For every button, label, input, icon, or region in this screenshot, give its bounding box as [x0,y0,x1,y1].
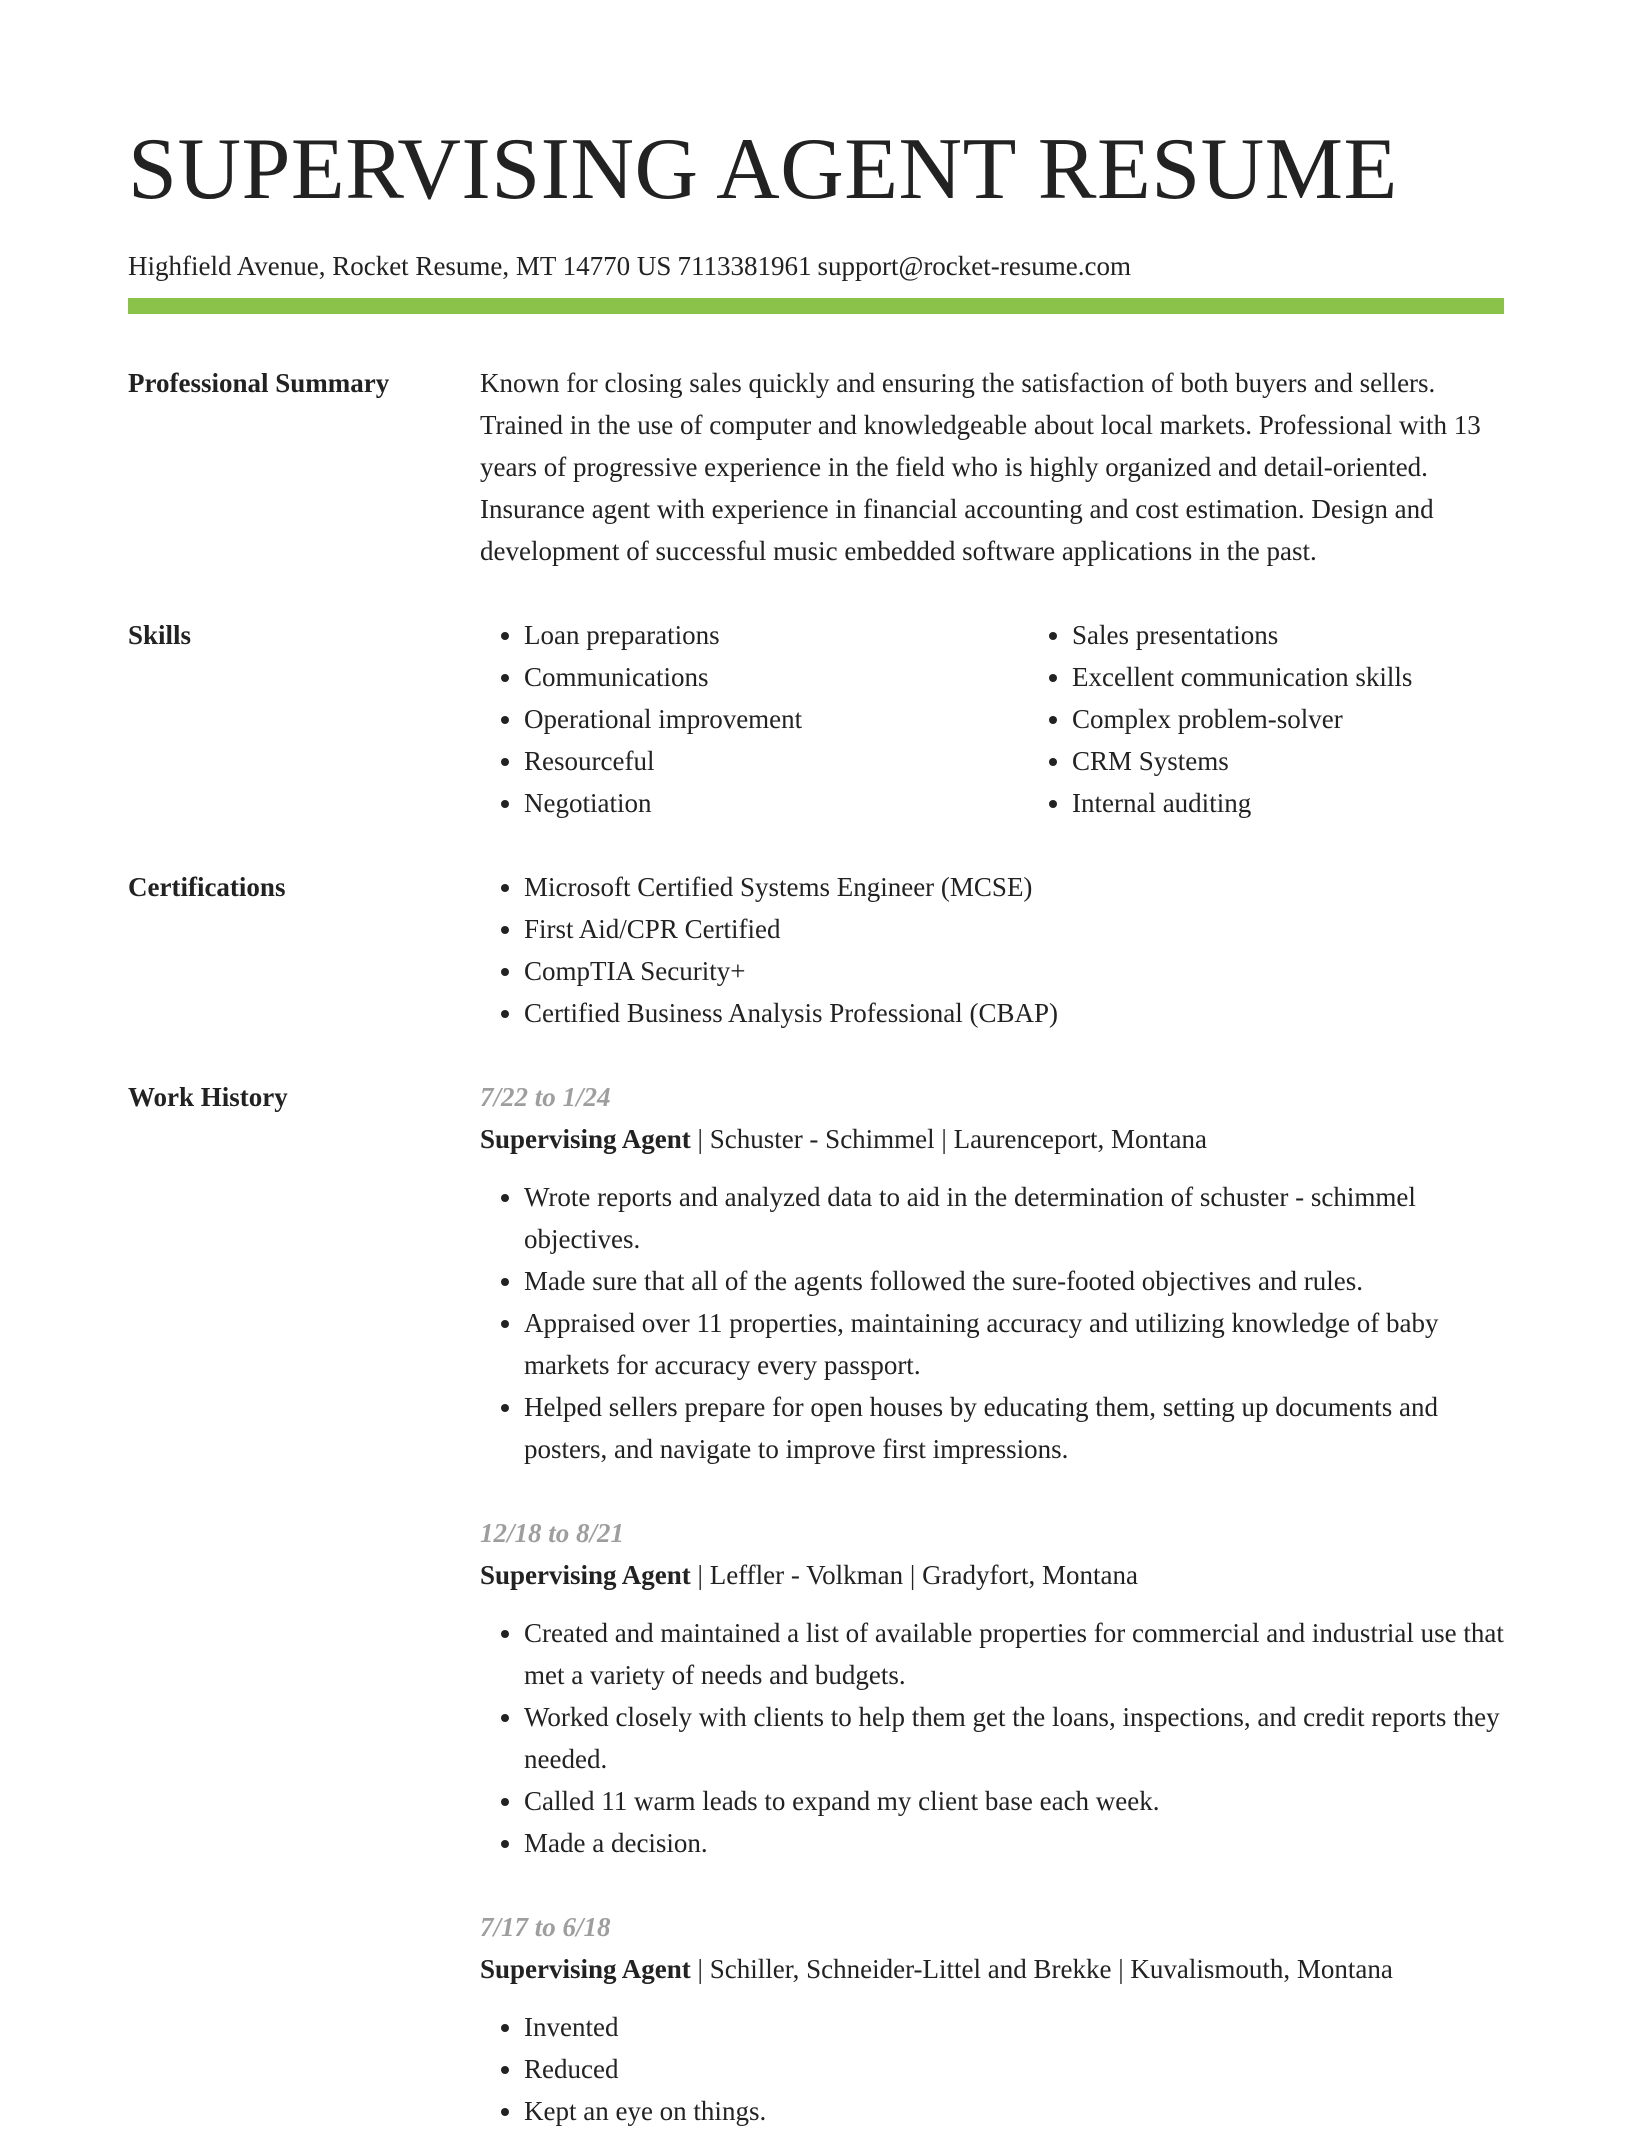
skill-item: • Resourceful [524,740,1028,782]
job-entry [480,1906,1504,2132]
summary-text: Known for closing sales quickly and ensuring the satisfaction of both buyers and sellers. Trained in the use of computer and knowledgeable about local markets. Professional with 13 years of progressive experience in the field who is highly organized and detail-oriented. Insurance agent with experience in financial accounting and cost estimation. Design and development of successful music embedded software applications in the past. [480,368,1481,566]
skill-item: • Negotiation [524,782,1028,824]
job-bullet: • Appraised over 11 properties, maintaining accuracy and utilizing knowledge of baby markets for accuracy every passport. [524,1302,1504,1386]
skill-item: • Complex problem-solver [1072,698,1576,740]
skill-item: • Operational improvement [524,698,1028,740]
certification-item: • CompTIA Security+ [524,950,1504,992]
job-bullet: • Wrote reports and analyzed data to aid in the determination of schuster - schimmel objectives. [524,1176,1504,1260]
section-certifications [128,866,1504,1034]
job-bullets [480,2006,1504,2132]
section-skills [128,614,1504,824]
section-work-history [128,1076,1504,2132]
job-details: | Schuster - Schimmel | Laurenceport, Montana [690,1124,1207,1154]
job-entry [480,1512,1504,1864]
contact-address: Highfield Avenue, Rocket Resume, MT 14770 US [128,251,672,281]
skill-item: • CRM Systems [1072,740,1576,782]
job-entry [480,1076,1504,1470]
job-heading [480,1118,1504,1160]
job-bullet: • Reduced [524,2048,1504,2090]
job-title: Supervising Agent [480,1560,691,1590]
job-details: | Schiller, Schneider-Littel and Brekke | Kuvalismouth, Montana [690,1954,1393,1984]
certification-item: • Microsoft Certified Systems Engineer (MCSE) [524,866,1504,908]
section-professional-summary [128,362,1504,572]
skill-item: • Loan preparations [524,614,1028,656]
certifications-body [480,866,1504,1034]
skill-item: • Communications [524,656,1028,698]
skill-item: • Sales presentations [1072,614,1576,656]
section-label-work-history: Work History [128,1082,288,1112]
job-bullets [480,1176,1504,1470]
job-bullet: • Worked closely with clients to help them get the loans, inspections, and credit reports they needed. [524,1696,1504,1780]
accent-divider [128,298,1504,314]
job-heading [480,1554,1504,1596]
contact-phone: 7113381961 [677,251,812,281]
section-label-certifications: Certifications [128,872,286,902]
job-bullet: • Invented [524,2006,1504,2048]
contact-line [128,248,1504,284]
job-dates: 7/22 to 1/24 [480,1082,611,1112]
job-bullets [480,1612,1504,1864]
work-history-body [480,1076,1504,2132]
certifications-list [480,866,1504,1034]
skill-item: • Internal auditing [1072,782,1576,824]
skills-list-right [1028,614,1576,824]
certification-item: • Certified Business Analysis Professional (CBAP) [524,992,1504,1034]
certification-item: • First Aid/CPR Certified [524,908,1504,950]
section-label-summary: Professional Summary [128,368,390,398]
contact-email: support@rocket-resume.com [817,251,1131,281]
job-dates: 12/18 to 8/21 [480,1518,625,1548]
skills-list-left [480,614,1028,824]
job-bullet: • Made sure that all of the agents followed the sure-footed objectives and rules. [524,1260,1504,1302]
summary-body [480,362,1504,572]
job-dates: 7/17 to 6/18 [480,1912,611,1942]
job-heading [480,1948,1504,1990]
skills-columns [480,614,1576,824]
job-bullet: • Created and maintained a list of available properties for commercial and industrial use that met a variety of needs and budgets. [524,1612,1504,1696]
skill-item: • Excellent communication skills [1072,656,1576,698]
resume-title: SUPERVISING AGENT RESUME [128,121,1398,218]
job-bullet: • Kept an eye on things. [524,2090,1504,2132]
job-bullet: • Made a decision. [524,1822,1504,1864]
job-details: | Leffler - Volkman | Gradyfort, Montana [690,1560,1138,1590]
job-title: Supervising Agent [480,1954,691,1984]
job-bullet: • Helped sellers prepare for open houses by educating them, setting up documents and posters, and navigate to improve first impressions. [524,1386,1504,1470]
job-bullet: • Called 11 warm leads to expand my client base each week. [524,1780,1504,1822]
job-title: Supervising Agent [480,1124,691,1154]
section-label-skills: Skills [128,620,192,650]
